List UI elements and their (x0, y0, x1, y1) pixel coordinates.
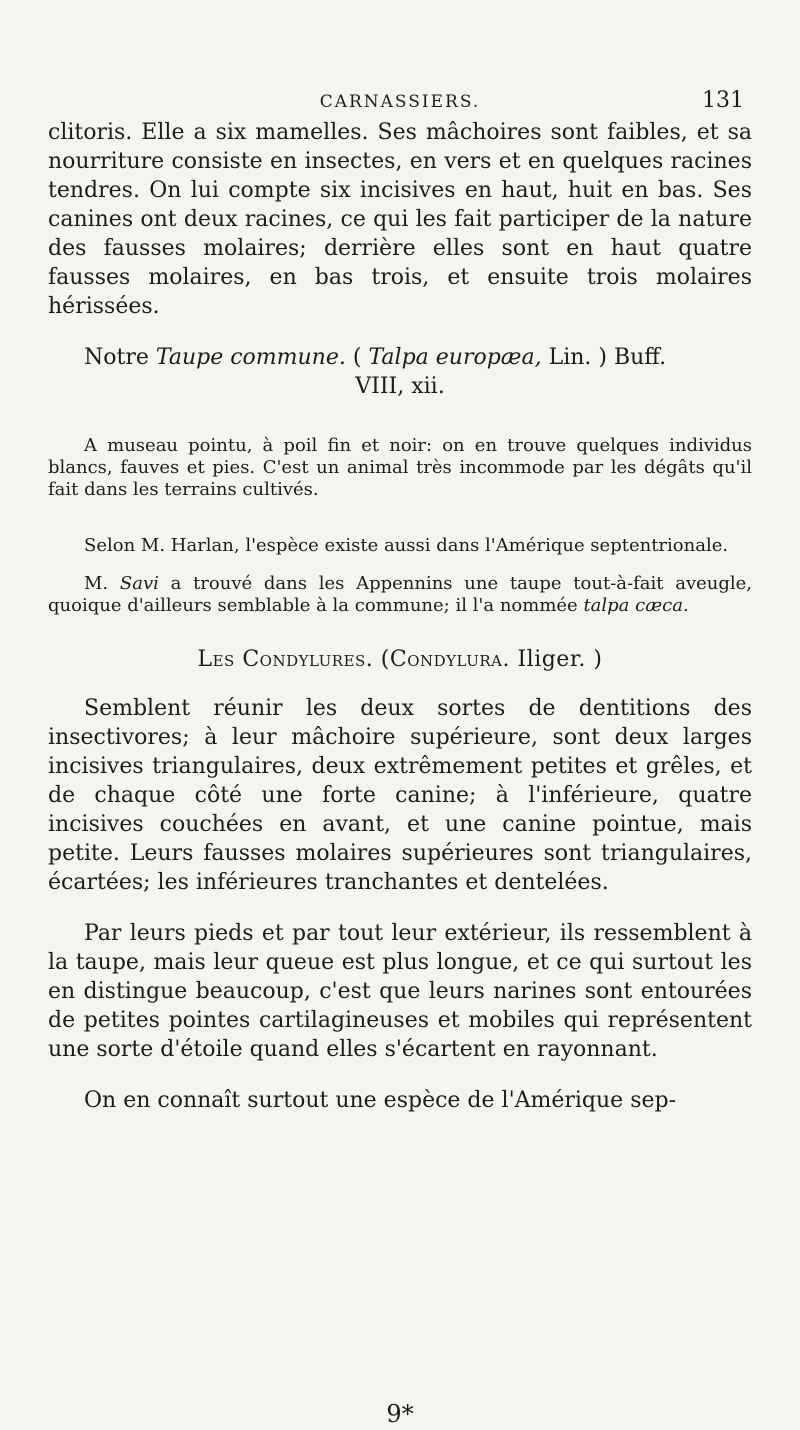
text-run: Notre (84, 345, 156, 370)
species-name: Taupe commune. (155, 345, 346, 370)
page-number: 131 (702, 88, 744, 113)
heading-genus: (Condylura. (373, 647, 510, 672)
paragraph-dentition: Semblent réunir les deux sortes de dentitions des insectivores; à leur mâchoire supérieure, sont deux larges incisives triangulaires, deux extrêmement petites et grêles, et de chaque côté une forte canine; à l'inférieure, quatre incisives couchées en avant, et une canine pointue, mais petite. Leurs fausses molaires supérieures sont triangulaires, écartées; les inférieures tranchantes et dentelées. (48, 696, 752, 895)
section-heading-condylures (48, 647, 752, 672)
paragraph-description: A museau pointu, à poil fin et noir: on en trouve quelques individus blancs, fauves et pies. C'est un animal très incommode par les dégâts qu'il fait dans les terrains cultivés. (48, 435, 752, 500)
text-run: Lin. ) Buff. (541, 345, 667, 370)
reference-volume: VIII, xii. (355, 374, 445, 399)
signature-mark: 9* (386, 1400, 414, 1428)
latin-name: talpa cæca. (583, 595, 689, 616)
text-run: M. (84, 573, 120, 594)
paragraph-savi (48, 573, 752, 617)
paragraph-espece-amerique: On en connaît surtout une espèce de l'Amérique sep- (84, 1088, 677, 1113)
running-head: CARNASSIERS. (319, 92, 481, 112)
paragraph-taupe-commune (48, 343, 752, 372)
text-run: ( (345, 345, 369, 370)
page-body (48, 118, 752, 1115)
latin-name: Talpa europæa, (368, 345, 542, 370)
paragraph-harlan: Selon M. Harlan, l'espèce existe aussi dans l'Amérique septentrionale. (84, 535, 729, 556)
heading-author: Iliger. ) (509, 647, 603, 672)
paragraph-mamelles: clitoris. Elle a six mamelles. Ses mâchoires sont faibles, et sa nourriture consiste en insectes, en vers et en quelques racines tendres. On lui compte six incisives en haut, huit en bas. Ses canines ont deux racines, ce qui les fait participer de la nature des fausses molaires; derrière elles sont en haut quatre fausses molaires, en bas trois, et ensuite trois molaires hérissées. (48, 120, 752, 319)
author-name: Savi (119, 573, 159, 594)
text-run: a trouvé dans les Appennins une taupe tout-à-fait aveugle, quoique d'ailleurs semblable à la commune; il l'a nommée (48, 573, 753, 616)
paragraph-exterieur: Par leurs pieds et par tout leur extérieur, ils ressemblent à la taupe, mais leur queue est plus longue, et ce qui surtout les en distingue beaucoup, c'est que leurs narines sont entourées de petites pointes cartilagineuses et mobiles qui représentent une sorte d'étoile quand elles s'écartent en rayonnant. (48, 921, 752, 1062)
page-header (48, 88, 752, 118)
heading-title: Les Condylures. (197, 647, 374, 672)
